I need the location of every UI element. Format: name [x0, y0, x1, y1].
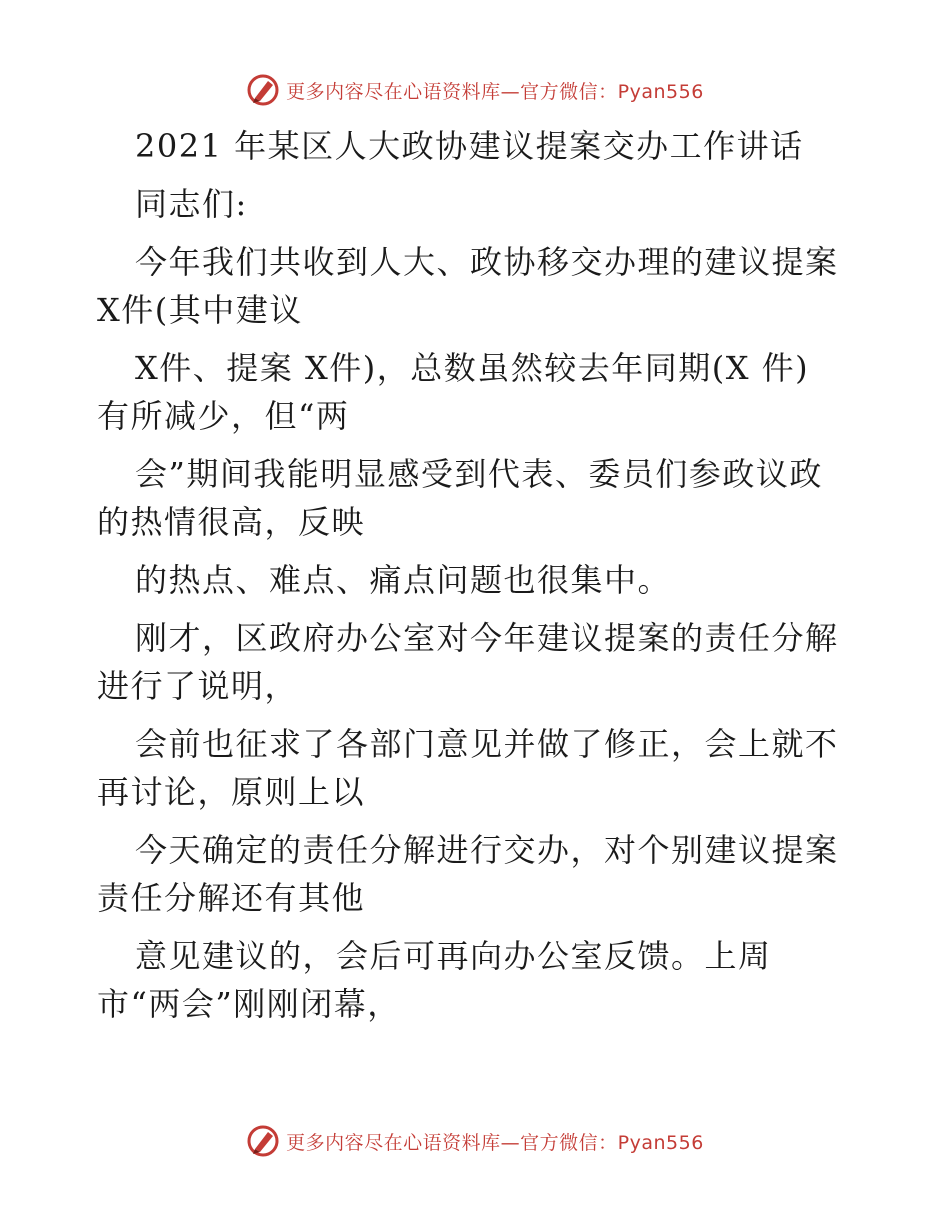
text-line: 刚才，区政府办公室对今年建议提案的责任分解: [135, 619, 839, 657]
text-line: 的热点、难点、痛点问题也很集中。: [135, 561, 672, 599]
text-line: 今年我们共收到人大、政协移交办理的建议提案: [135, 243, 839, 281]
text-line: 会前也征求了各部门意见并做了修正，会上就不: [135, 725, 839, 763]
salutation: 同志们:: [135, 185, 248, 223]
footer-watermark-banner: [0, 1121, 950, 1161]
text-line: 责任分解还有其他: [97, 879, 366, 917]
text-line: 会”期间我能明显感受到代表、委员们参政议政: [135, 455, 823, 493]
pen-logo-icon: [246, 1124, 280, 1158]
document-title: 2021 年某区人大政协建议提案交办工作讲话: [135, 127, 804, 165]
text-line: 再讨论，原则上以: [97, 773, 366, 811]
text-line: 的热情很高，反映: [97, 503, 366, 541]
pen-logo-icon: [246, 73, 280, 107]
document-body: [97, 122, 857, 1028]
text-line: 市“两会”刚刚闭幕，: [97, 985, 401, 1023]
text-line: 有所减少，但“两: [97, 397, 350, 435]
text-line: 意见建议的，会后可再向办公室反馈。上周: [135, 937, 772, 975]
text-line: X件(其中建议: [97, 291, 303, 329]
watermark-text: 更多内容尽在心语资料库—官方微信：Pyan556: [286, 1131, 704, 1154]
watermark-text: 更多内容尽在心语资料库—官方微信：Pyan556: [286, 80, 704, 103]
text-line: 今天确定的责任分解进行交办，对个别建议提案: [135, 831, 839, 869]
header-watermark-banner: [0, 70, 950, 110]
text-line: X件、提案 X件)，总数虽然较去年同期(X 件): [135, 349, 810, 387]
text-line: 进行了说明，: [97, 667, 299, 705]
